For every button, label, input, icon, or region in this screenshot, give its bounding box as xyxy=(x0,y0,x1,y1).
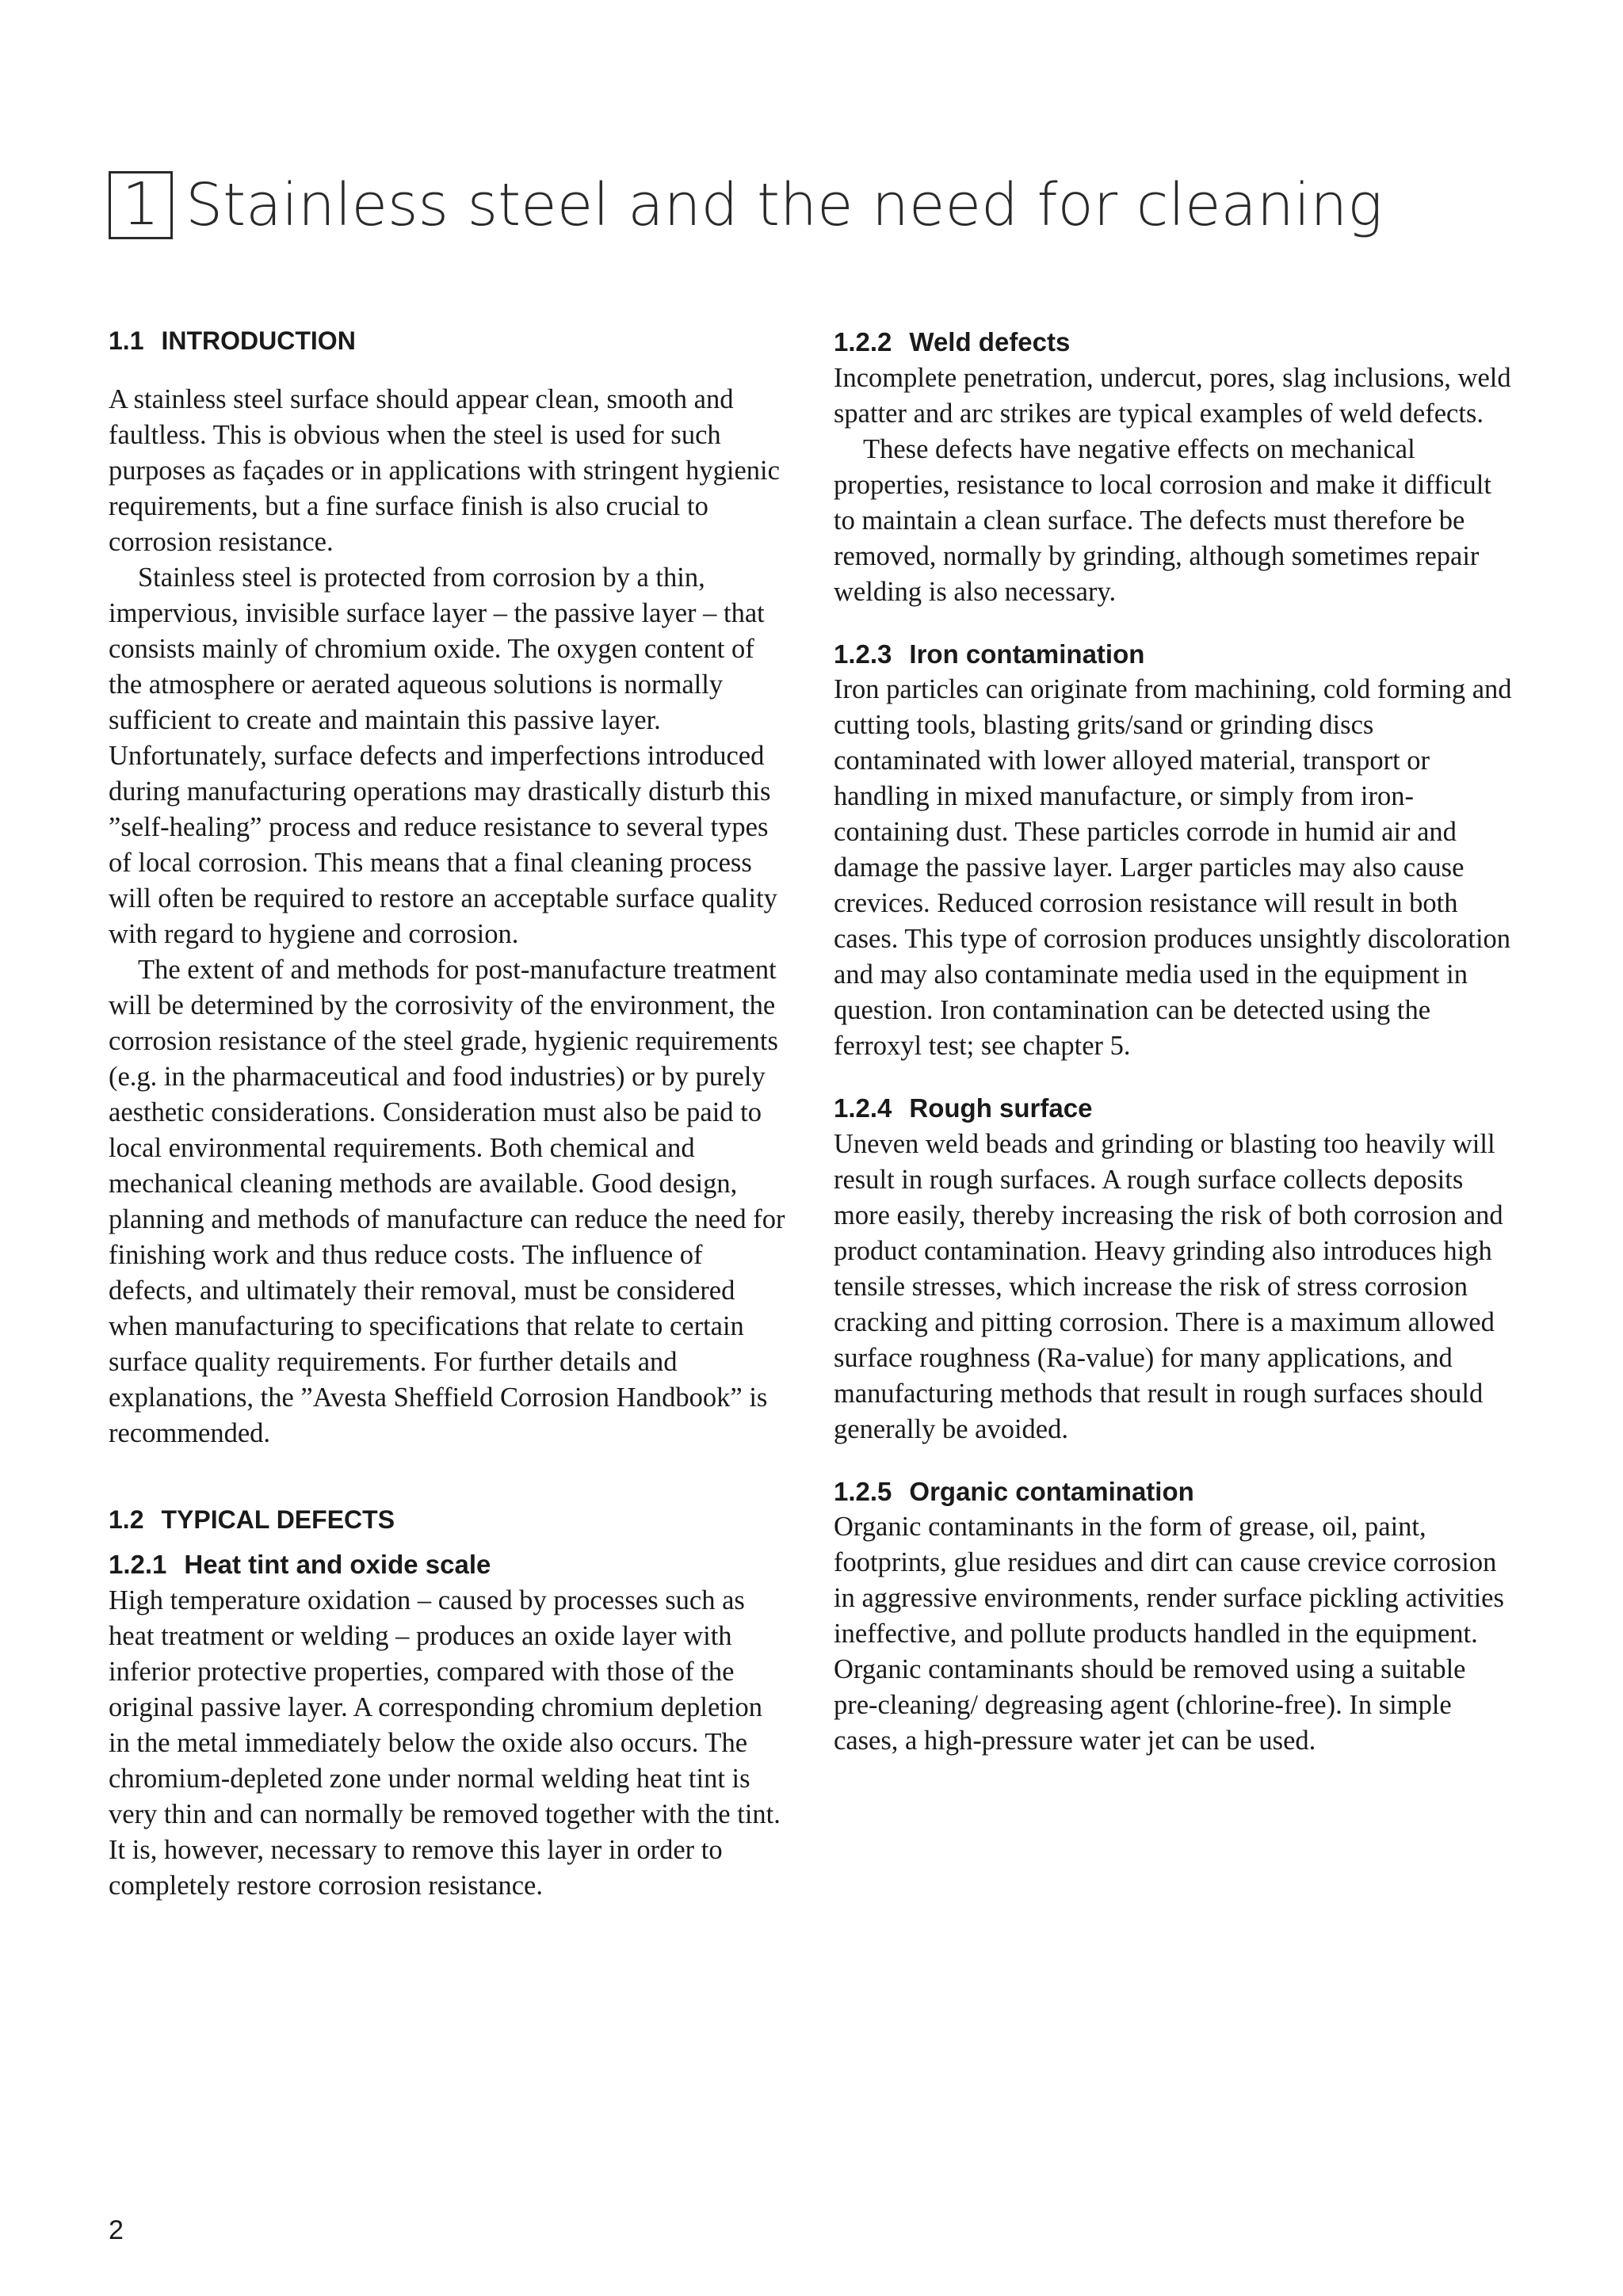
subsection-title: Weld defects xyxy=(909,327,1071,357)
subsection-number: 1.2.2 xyxy=(834,327,892,357)
subsection-title: Heat tint and oxide scale xyxy=(184,1550,491,1580)
section-number: 1.1 xyxy=(109,326,144,355)
paragraph: These defects have negative effects on mechanical properties, resistance to local corrosion and make it difficult to maintain a clean surface. The defects must therefore be removed, normally by grinding, although sometimes repair welding is also necessary. xyxy=(834,433,1491,607)
paragraph: Stainless steel is protected from corrosion by a thin, impervious, invisible surface layer – the passive layer – that consists mainly of chromium oxide. The oxygen content of the atmosphere or aerated aqueous solutions is normally sufficient to create and maintain this passive layer. Unfortunately, surface defects and imperfections introduced during manufacturing operations may drastically disturb this ”self-healing” process and reduce resistance to several types of local corrosion. This means that a final cleaning process will often be required to restore an acceptable surface quality with regard to hygiene and corrosion. xyxy=(109,562,777,949)
subsection-title: Iron contamination xyxy=(909,639,1145,669)
subsection-title: Organic contamination xyxy=(909,1476,1194,1506)
paragraph: Uneven weld beads and grinding or blasting too heavily will result in rough surfaces. A rough surface collects deposits more easily, thereby increasing the risk of both corrosion and product contamination. Heavy grinding also introduces high tensile stresses, which increase the risk of stress corrosion cracking and pitting corrosion. There is a maximum allowed surface roughness (Ra-value) for many applications, and manufacturing methods that result in rough surfaces should generally be avoided. xyxy=(834,1128,1503,1444)
section-heading-typical-defects xyxy=(109,1504,789,1537)
right-column xyxy=(834,325,1514,1759)
paragraph: Organic contaminants in the form of grease, oil, paint, footprints, glue residues and dirt can cause crevice corrosion in aggressive environments, render surface pickling activities ineffective, and pollute products handled in the equipment. Organic contaminants should be removed using a suitable pre-cleaning/ degreasing agent (chlorine-free). In simple cases, a high-pressure water jet can be used. xyxy=(834,1512,1504,1756)
chapter-title xyxy=(109,171,1383,239)
paragraph: Iron particles can originate from machining, cold forming and cutting tools, blasting grits/sand or grinding discs contaminated with lower alloyed material, transport or handling in mixed manufacture, or simply from iron-containing dust. These particles corrode in humid air and damage the passive layer. Larger particles may also cause crevices. Reduced corrosion resistance will result in both cases. This type of corrosion produces unsightly discoloration and may also contaminate media used in the equipment in question. Iron contamination can be detected using the ferroxyl test; see chapter 5. xyxy=(834,674,1512,1062)
paragraph: The extent of and methods for post-manufacture treatment will be determined by the corrosivity of the environment, the corrosion resistance of the steel grade, hygienic requirements (e.g. in the pharmaceutical and food industries) or by purely aesthetic considerations. Consideration must also be paid to local environmental requirements. Both chemical and mechanical cleaning methods are available. Good design, planning and methods of manufacture can reduce the need for finishing work and thus reduce costs. The influence of defects, and ultimately their removal, must be considered when manufacturing to specifications that relate to certain surface quality requirements. For further details and explanations, the ”Avesta Sheffield Corrosion Handbook” is recommended. xyxy=(109,954,785,1448)
chapter-number-box: 1 xyxy=(109,171,173,239)
paragraph: Incomplete penetration, undercut, pores, slag inclusions, weld spatter and arc strikes are typical examples of weld defects. xyxy=(834,362,1511,429)
subsection-heading-weld-defects xyxy=(834,325,1514,360)
page-number: 2 xyxy=(109,2215,124,2245)
subsection-heading-iron-contamination xyxy=(834,637,1514,673)
section-heading-introduction xyxy=(109,325,789,358)
section-title: TYPICAL DEFECTS xyxy=(161,1505,395,1534)
paragraph: High temperature oxidation – caused by processes such as heat treatment or welding – produces an oxide layer with inferior protective properties, compared with those of the original passive layer. A corresponding chromium depletion in the metal immediately below the oxide also occurs. The chromium-depleted zone under normal welding heat tint is very thin and can normally be removed together with the tint. It is, however, necessary to remove this layer in order to completely restore corrosion resistance. xyxy=(109,1585,781,1901)
section-title: INTRODUCTION xyxy=(161,326,356,355)
subsection-heading-organic-contamination xyxy=(834,1474,1514,1510)
paragraph: A stainless steel surface should appear clean, smooth and faultless. This is obvious when the steel is used for such purposes as façades or in applications with stringent hygienic requirements, but a fine surface finish is also crucial to corrosion resistance. xyxy=(109,383,780,557)
subsection-number: 1.2.4 xyxy=(834,1093,892,1123)
subsection-heading-heat-tint xyxy=(109,1547,789,1583)
subsection-heading-rough-surface xyxy=(834,1091,1514,1127)
subsection-number: 1.2.5 xyxy=(834,1476,892,1506)
left-column xyxy=(109,325,789,1904)
subsection-number: 1.2.3 xyxy=(834,639,892,669)
section-number: 1.2 xyxy=(109,1505,144,1534)
chapter-title-text: Stainless steel and the need for cleaning xyxy=(185,171,1383,239)
subsection-number: 1.2.1 xyxy=(109,1550,167,1580)
subsection-title: Rough surface xyxy=(909,1093,1093,1123)
